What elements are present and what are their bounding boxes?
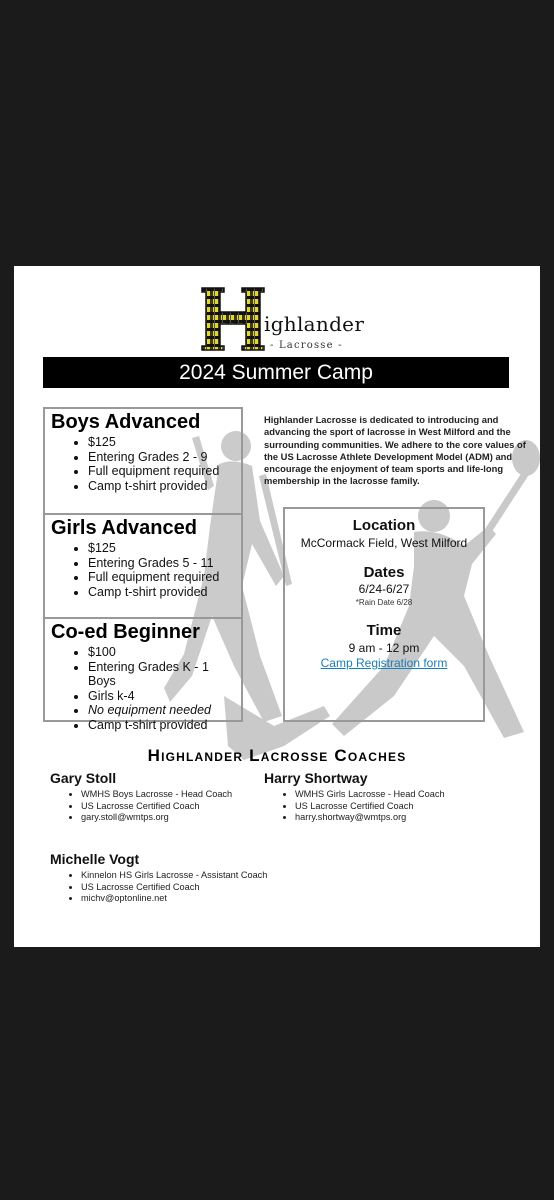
list-item: • WMHS Boys Lacrosse - Head Coach	[81, 789, 280, 801]
logo-wordmark: ighlander	[264, 312, 365, 336]
location-text: McCormack Field, West Milford	[300, 536, 468, 550]
list-item: • Entering Grades K - 1 Boys	[88, 660, 235, 689]
boys-advanced-box	[43, 407, 243, 515]
list-item: • Camp t-shirt provided	[88, 479, 235, 494]
list-item: • No equipment needed	[88, 703, 235, 718]
dates-text: 6/24-6/27	[358, 582, 410, 596]
camp-details-list	[51, 435, 235, 493]
list-item: • gary.stoll@wmtps.org	[81, 812, 280, 824]
list-item: • Girls k-4	[88, 689, 235, 704]
location-heading: Location	[352, 517, 416, 534]
list-item: • US Lacrosse Certified Coach	[81, 882, 280, 894]
coach-name: Gary Stoll	[50, 770, 117, 786]
highlander-logo	[200, 286, 365, 352]
girls-advanced-box	[43, 513, 243, 619]
list-item: • $125	[88, 541, 235, 556]
camp-title: Co-ed Beginner	[51, 621, 200, 643]
list-item: • Camp t-shirt provided	[88, 585, 235, 600]
coach-michelle-vogt	[50, 851, 280, 905]
coaches-heading: Highlander Lacrosse Coaches	[147, 746, 407, 765]
list-item: • US Lacrosse Certified Coach	[81, 801, 280, 813]
registration-link-wrap	[285, 656, 483, 670]
coach-details-list	[50, 870, 280, 905]
camp-flyer	[14, 266, 540, 947]
camp-registration-link[interactable]: Camp Registration form	[320, 656, 448, 670]
list-item: • harry.shortway@wmtps.org	[295, 812, 494, 824]
tartan-h-logo-icon	[200, 286, 266, 352]
list-item: • Full equipment required	[88, 464, 235, 479]
coach-name: Harry Shortway	[264, 770, 368, 786]
coach-details-list	[50, 789, 280, 824]
dates-heading: Dates	[363, 564, 405, 581]
list-item: • Kinnelon HS Girls Lacrosse - Assistant Coach	[81, 870, 280, 882]
camp-details-list	[51, 645, 235, 732]
intro-paragraph: Highlander Lacrosse is dedicated to introducing and advancing the sport of lacrosse in West Milford and the surrounding communities. We adhere to the core values of the US Lacrosse Athlete Development Model (ADM) and encourage the enjoyment of team sports and life-long membership in the lacrosse family.	[264, 414, 526, 487]
camp-details-list	[51, 541, 235, 599]
camp-title-banner: 2024 Summer Camp	[43, 357, 509, 388]
coed-beginner-box	[43, 617, 243, 732]
coach-name: Michelle Vogt	[50, 851, 140, 867]
list-item: • Camp t-shirt provided	[88, 718, 235, 733]
list-item: • $100	[88, 645, 235, 660]
list-item: • WMHS Girls Lacrosse - Head Coach	[295, 789, 494, 801]
camp-title: Girls Advanced	[51, 517, 197, 539]
logo-subtitle: - Lacrosse -	[270, 340, 343, 351]
list-item: • Entering Grades 2 - 9	[88, 450, 235, 465]
list-item: • Full equipment required	[88, 570, 235, 585]
coach-gary-stoll	[50, 770, 280, 824]
list-item: • $125	[88, 435, 235, 450]
list-item: • US Lacrosse Certified Coach	[295, 801, 494, 813]
camp-title: Boys Advanced	[51, 411, 201, 433]
rain-date-text: *Rain Date 6/28	[355, 598, 413, 607]
coach-harry-shortway	[264, 770, 494, 824]
time-text: 9 am - 12 pm	[348, 641, 420, 655]
time-heading: Time	[366, 622, 402, 639]
camp-info-box	[283, 507, 485, 722]
list-item: • Entering Grades 5 - 11	[88, 556, 235, 571]
coach-details-list	[264, 789, 494, 824]
list-item: • michv@optonline.net	[81, 893, 280, 905]
